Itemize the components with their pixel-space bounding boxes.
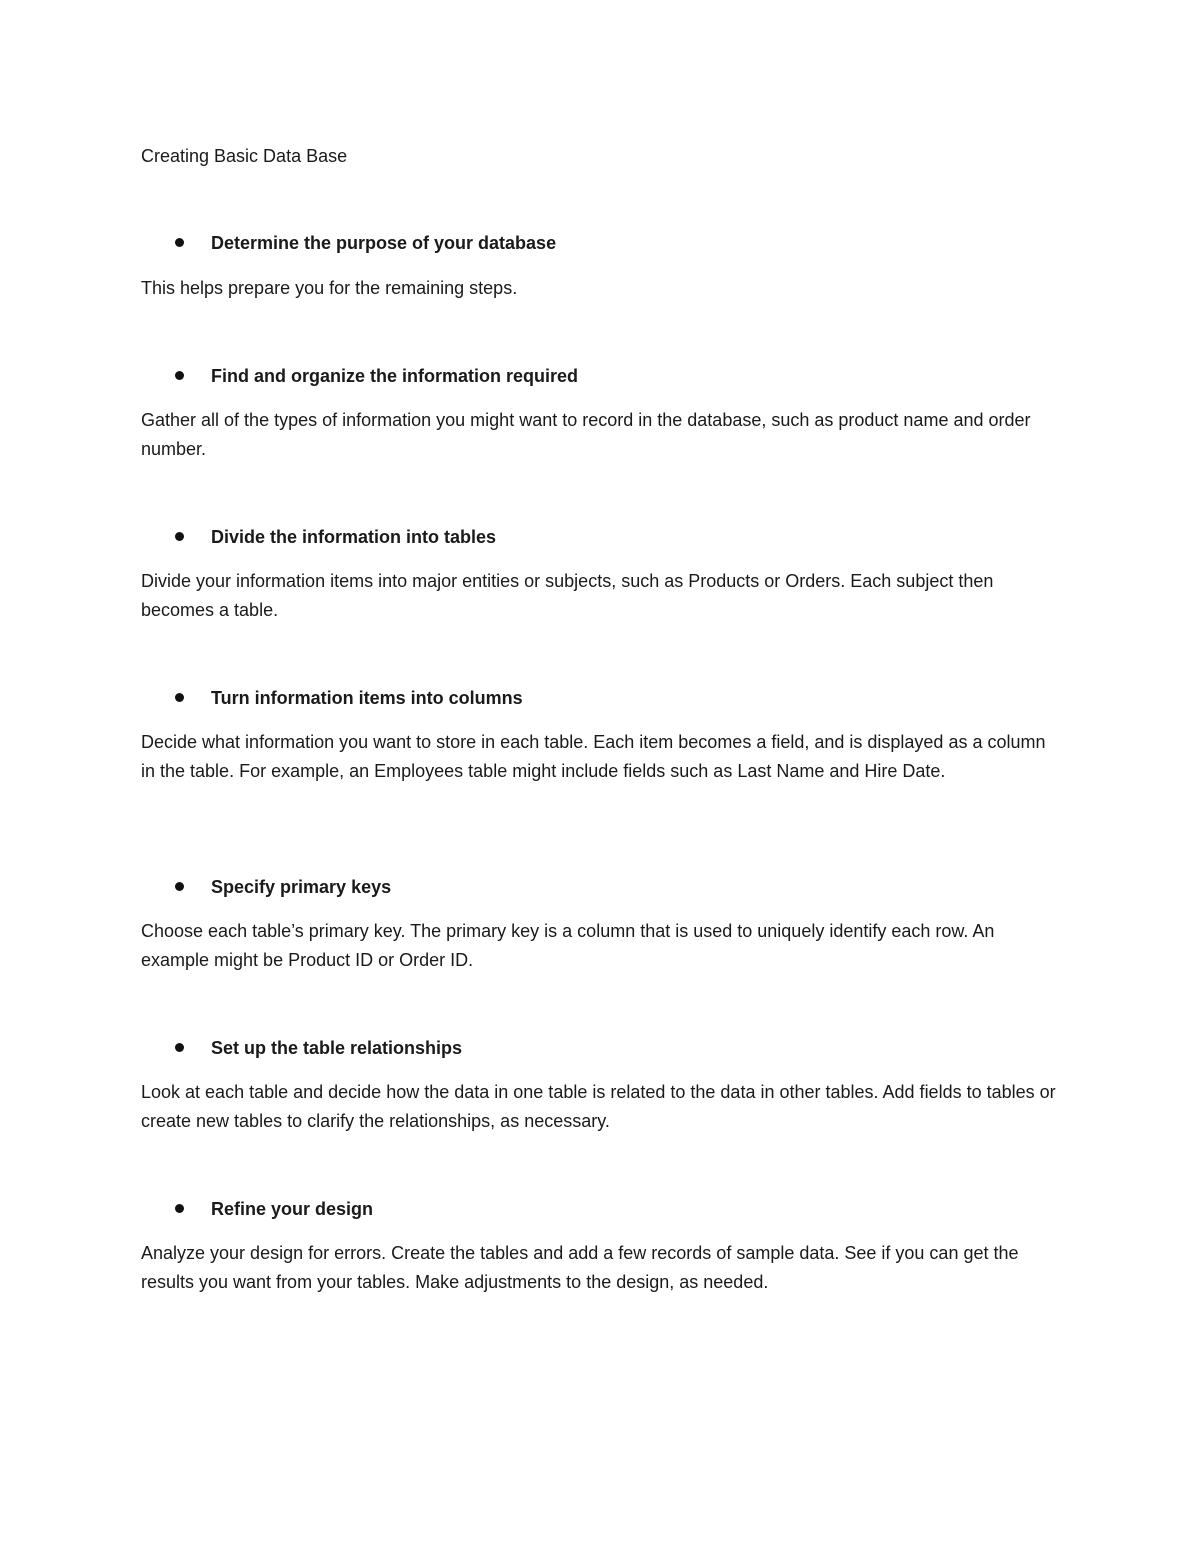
step-heading-text: Determine the purpose of your database [211, 233, 557, 253]
step-heading-text: Specify primary keys [211, 877, 392, 897]
step-heading-text: Set up the table relationships [211, 1038, 463, 1058]
bullet-icon [175, 882, 184, 891]
bullet-icon [175, 1204, 184, 1213]
step-heading-columns [141, 685, 1061, 711]
step-heading-text: Divide the information into tables [211, 527, 497, 547]
step-heading-purpose [141, 230, 1061, 256]
bullet-icon [175, 371, 184, 380]
step-heading-text: Refine your design [211, 1199, 374, 1219]
step-body-purpose: This helps prepare you for the remaining steps. [141, 278, 518, 298]
bullet-icon [175, 532, 184, 541]
step-body-refine: Analyze your design for errors. Create the tables and add a few records of sample data. See if you can get the results you want from your tables. Make adjustments to the design, as needed. [141, 1243, 1019, 1292]
step-body-relationships: Look at each table and decide how the data in one table is related to the data in other tables. Add fields to tables or create new tables to clarify the relationships, as necessary. [141, 1082, 1056, 1131]
step-body-tables: Divide your information items into major entities or subjects, such as Products or Orders. Each subject then becomes a table. [141, 571, 994, 620]
step-heading-organize [141, 363, 1061, 389]
step-heading-text: Turn information items into columns [211, 688, 523, 708]
step-body-primary-keys: Choose each table’s primary key. The primary key is a column that is used to uniquely identify each row. An example might be Product ID or Order ID. [141, 921, 995, 970]
step-body-organize: Gather all of the types of information you might want to record in the database, such as product name and order number. [141, 410, 1031, 459]
document-title: Creating Basic Data Base [141, 146, 348, 166]
step-heading-primary-keys [141, 874, 1061, 900]
step-heading-tables [141, 524, 1061, 550]
bullet-icon [175, 1043, 184, 1052]
bullet-icon [175, 238, 184, 247]
step-body-columns: Decide what information you want to store in each table. Each item becomes a field, and is displayed as a column in the table. For example, an Employees table might include fields such as Last Name and Hire Date. [141, 732, 1046, 781]
bullet-icon [175, 693, 184, 702]
step-heading-text: Find and organize the information required [211, 366, 579, 386]
step-heading-relationships [141, 1035, 1061, 1061]
step-heading-refine [141, 1196, 1061, 1222]
